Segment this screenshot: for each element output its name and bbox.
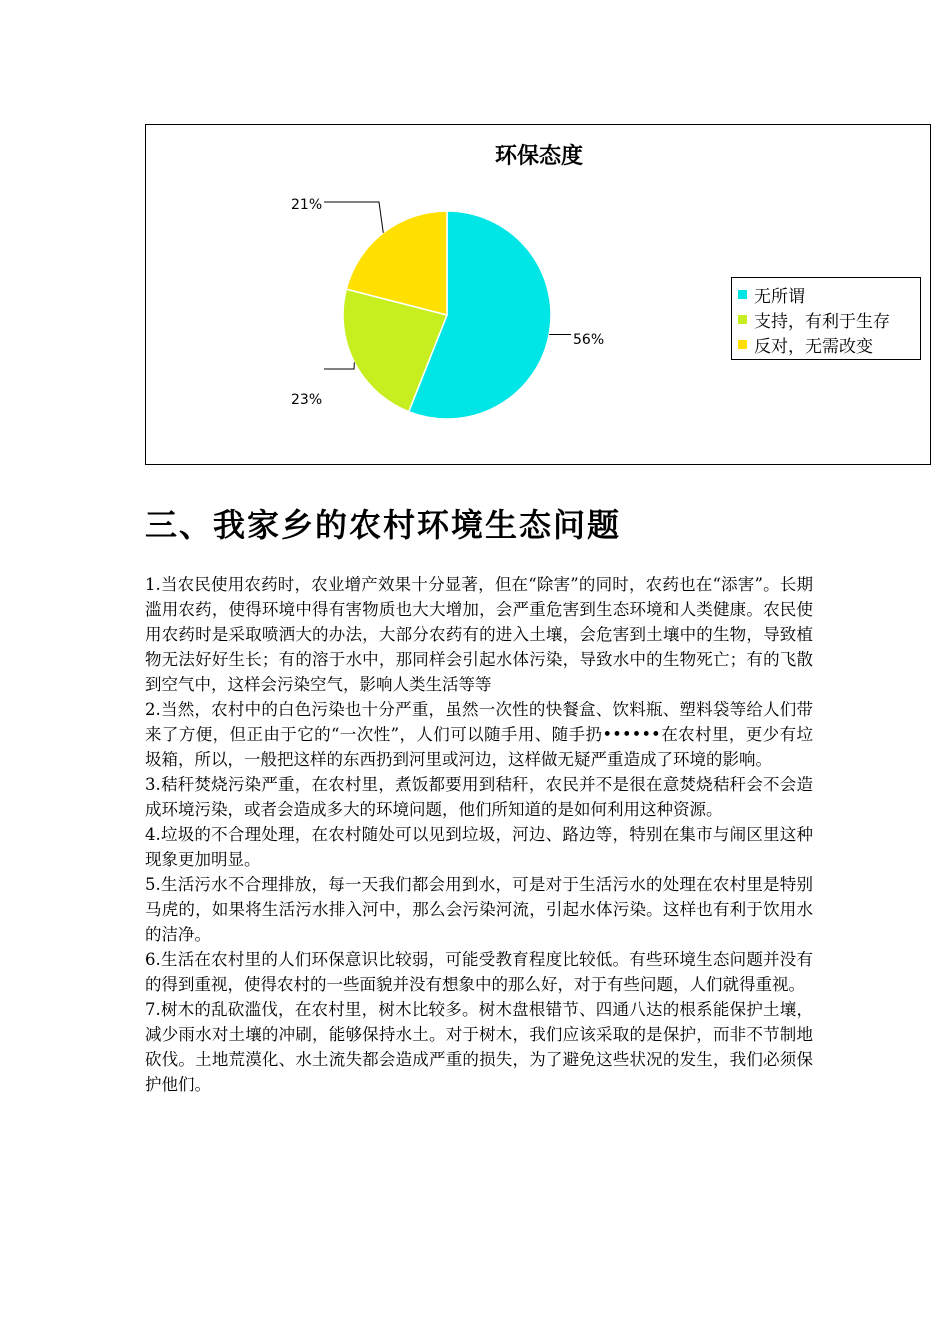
pie-chart-frame — [145, 124, 931, 465]
legend-swatch-icon — [738, 290, 747, 299]
legend-label: 无所谓 — [754, 287, 805, 307]
pie-data-label: 21% — [291, 197, 323, 213]
paragraph: 1.当农民使用农药时，农业增产效果十分显著，但在“除害”的同时，农药也在“添害”。长期滥用农药，使得环境中得有害物质也大大增加，会严重危害到生态环境和人类健康。农民使用农药时是采取喷洒大的办法，大部分农药有的进入土壤，会危害到土壤中的生物，导致植物无法好好生长；有的溶于水中，那同样会引起水体污染，导致水中的生物死亡；有的飞散到空气中，这样会污染空气，影响人类生活等等 — [145, 575, 813, 694]
paragraph: 5.生活污水不合理排放，每一天我们都会用到水，可是对于生活污水的处理在农村里是特别马虎的，如果将生活污水排入河中，那么会污染河流，引起水体污染。这样也有利于饮用水的洁净。 — [145, 875, 813, 944]
legend-swatch-icon — [738, 315, 747, 324]
body-text — [145, 572, 813, 1097]
leader-line — [324, 202, 383, 233]
pie-data-label: 23% — [291, 392, 323, 408]
paragraph: 6.生活在农村里的人们环保意识比较弱，可能受教育程度比较低。有些环境生态问题并没有的得到重视，使得农村的一些面貌并没有想象中的那么好，对于有些问题，人们就得重视。 — [145, 950, 813, 994]
legend-item — [738, 282, 914, 307]
legend-label: 支持，有利于生存 — [754, 312, 890, 332]
paragraph: 7.树木的乱砍滥伐，在农村里，树木比较多。树木盘根错节、四通八达的根系能保护土壤，减少雨水对土壤的冲刷，能够保持水土。对于树木，我们应该采取的是保护，而非不节制地砍伐。土地荒漠化、水土流失都会造成严重的损失，为了避免这些状况的发生，我们必须保护他们。 — [145, 1000, 813, 1094]
chart-title: 环保态度 — [494, 144, 583, 169]
section-heading: 三、我家乡的农村环境生态问题 — [145, 506, 622, 544]
legend-item — [738, 307, 914, 332]
pie-data-label: 56% — [573, 332, 605, 348]
paragraph: 4.垃圾的不合理处理，在农村随处可以见到垃圾，河边、路边等，特别在集市与闹区里这种现象更加明显。 — [145, 825, 813, 869]
paragraph: 3.秸秆焚烧污染严重，在农村里，煮饭都要用到秸秆，农民并不是很在意焚烧秸秆会不会造成环境污染，或者会造成多大的环境问题，他们所知道的是如何利用这种资源。 — [145, 775, 813, 819]
leader-line — [324, 362, 354, 369]
paragraph: 2.当然，农村中的白色污染也十分严重，虽然一次性的快餐盒、饮料瓶、塑料袋等给人们带来了方便，但正由于它的“一次性”，人们可以随手用、随手扔••••••在农村里，更少有垃圾箱，所以，一般把这样的东西扔到河里或河边，这样做无疑严重造成了环境的影响。 — [145, 700, 813, 769]
legend-item — [738, 332, 914, 357]
legend-swatch-icon — [738, 340, 747, 349]
chart-legend — [731, 277, 921, 360]
legend-label: 反对，无需改变 — [754, 337, 873, 357]
